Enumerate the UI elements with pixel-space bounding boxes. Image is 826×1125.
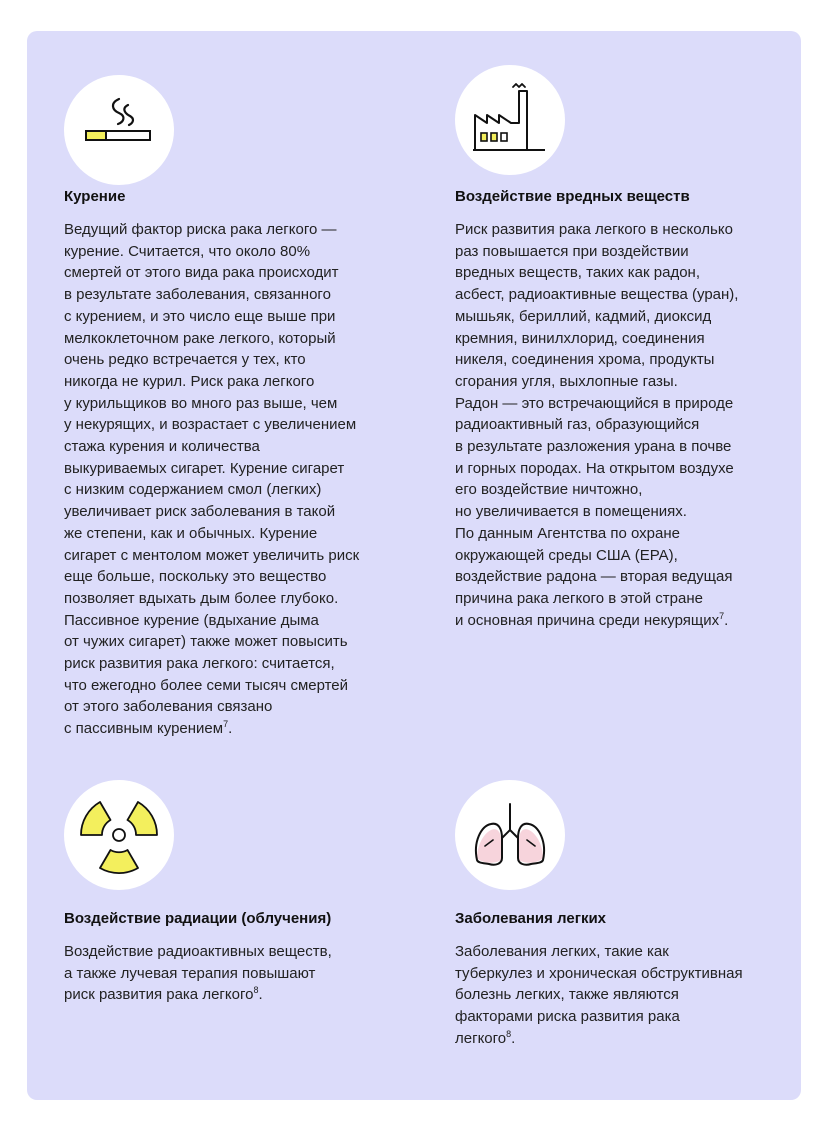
radiation-icon-circle bbox=[64, 780, 174, 890]
section-body: Воздействие радиоактивных веществ, а также лучевая терапия повышают риск развития рака легкого$^8$. bbox=[64, 943, 332, 1004]
cigarette-icon-circle bbox=[64, 75, 174, 185]
section-title: Воздействие вредных веществ bbox=[455, 188, 690, 205]
factory-icon bbox=[455, 65, 565, 175]
section-title: Воздействие радиации (облучения) bbox=[64, 910, 332, 927]
reference-mark: 7 bbox=[719, 610, 725, 621]
section-body: Ведущий фактор риска рака легкого — курение. Считается, что около 80% смертей от этого вида рака происходит в результате заболевания, связанного с курением, и это число еще выше при мелкоклеточном раке легкого, который очень редко встречается у тех, кто никогда не курил. Риск рака легкого у курильщиков во много раз выше, чем у некурящих, и возрастает с увеличением стажа курения и количества выкуриваемых сигарет. Курение сигарет с низким содержанием смол (легких) увеличивает риск заболевания в такой же степени, как и обычных. Курение сигарет с ментолом может увеличить риск еще больше, поскольку это вещество позволяет вдыхать дым более глубоко. Пассивное курение (вдыхание дыма от чужих сигарет) также может повысить риск развития рака легкого: считается, что ежегодно более семи тысяч смертей от этого заболевания связано с пассивным курением$^7$. bbox=[64, 221, 360, 738]
reference-mark: 7 bbox=[223, 719, 229, 730]
reference-mark: 8 bbox=[506, 1028, 512, 1039]
lungs-icon bbox=[455, 780, 565, 890]
section-body: Заболевания легких, такие как туберкулез и хроническая обструктивная болезнь легких, также являются факторами риска развития рака легкого$^8$. bbox=[455, 943, 743, 1047]
lungs-icon-circle bbox=[455, 780, 565, 890]
reference-mark: 8 bbox=[253, 985, 259, 996]
radiation-icon bbox=[64, 780, 174, 890]
cigarette-icon bbox=[64, 75, 174, 185]
section-title: Курение bbox=[64, 188, 126, 205]
section-body: Риск развития рака легкого в несколько раз повышается при воздействии вредных веществ, таких как радон, асбест, радиоактивные вещества (уран), мышьяк, бериллий, кадмий, диоксид кремния, винилхлорид, соединения никеля, соединения хрома, продукты сгорания угля, выхлопные газы. Радон — это встречающийся в природе радиоактивный газ, образующийся в результате разложения урана в почве и горных породах. На открытом воздухе его воздействие ничтожно, но увеличивается в помещениях. По данным Агентства по охране окружающей среды США (EPA), воздействие радона — вторая ведущая причина рака легкого в этой стране и основная причина среди некурящих$^7$. bbox=[455, 221, 739, 629]
section-title: Заболевания легких bbox=[455, 910, 607, 927]
factory-icon-circle bbox=[455, 65, 565, 175]
